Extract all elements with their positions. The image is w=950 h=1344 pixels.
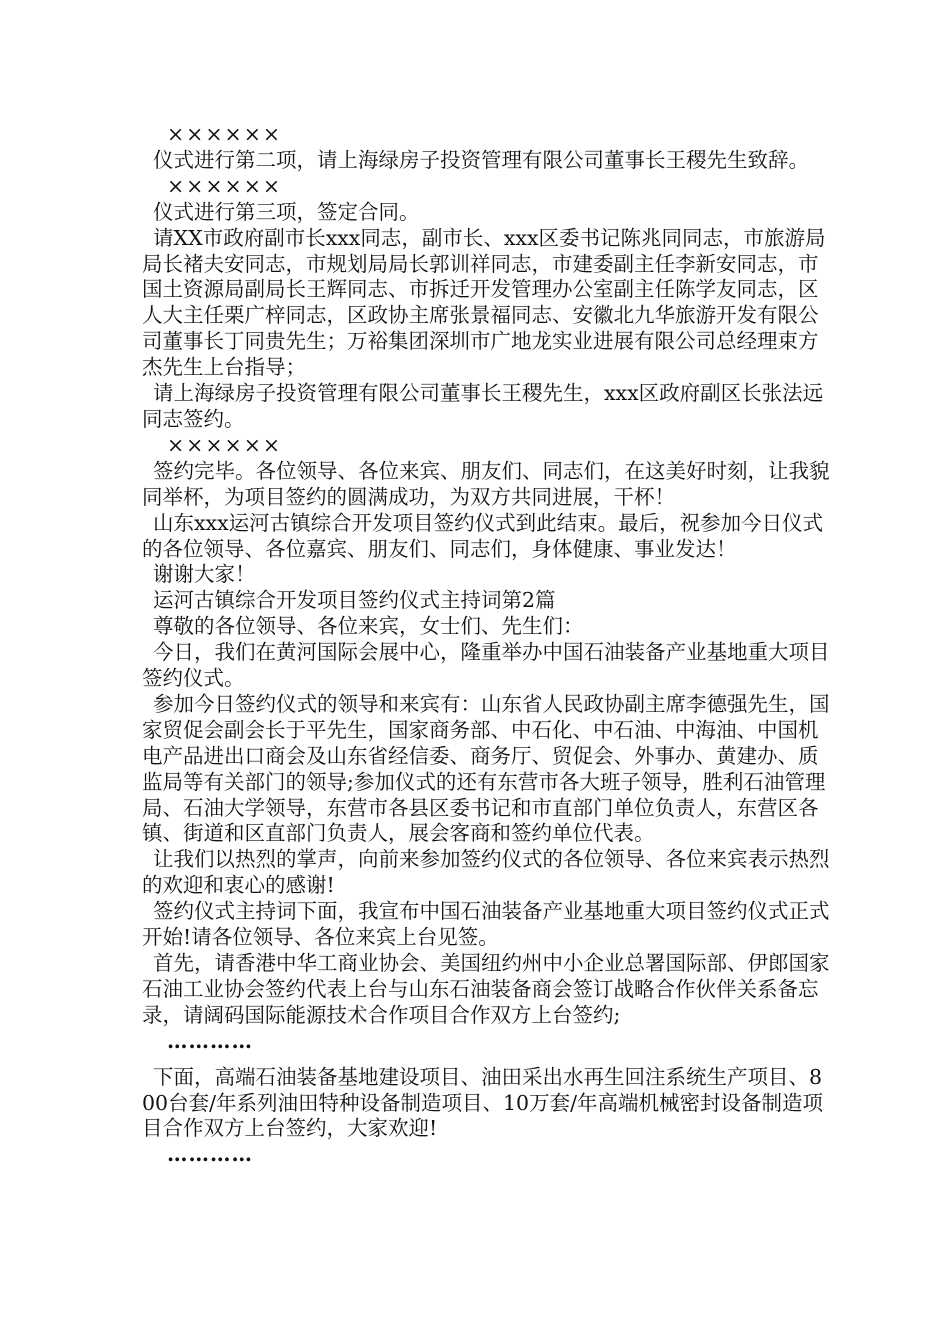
paragraph: 让我们以热烈的掌声，向前来参加签约仪式的各位领导、各位来宾表示热烈的欢迎和衷心的感谢! xyxy=(142,847,830,898)
paragraph: 签约完毕。各位领导、各位来宾、朋友们、同志们，在这美好时刻，让我貌同举杯，为项目签约的圆满成功，为双方共同进展，干杯！ xyxy=(142,458,830,509)
salutation: 尊敬的各位领导、各位来宾，女士们、先生们： xyxy=(153,614,584,639)
paragraph: 谢谢大家！ xyxy=(153,562,256,587)
document-body xyxy=(142,122,832,1168)
paragraph: 请XX市政府副市长xxx同志，副市长、xxx区委书记陈兆同同志，市旅游局局长褚夫安同志，市规划局局长郭训祥同志，市建委副主任李新安同志，市国土资源局副局长王辉同志、市拆迁开发管理办公室副主任陈学友同志，区人大主任栗广梓同志，区政协主席张景福同志、安徽北九华旅游开发有限公司董事长丁同贵先生；万裕集团深圳市广地龙实业进展有限公司总经理束方杰先生上台指导； xyxy=(142,225,826,380)
separator-mark: ×××××× xyxy=(167,173,283,198)
paragraph: 仪式进行第二项，请上海绿房子投资管理有限公司董事长王稷先生致辞。 xyxy=(153,147,809,172)
paragraph: 今日，我们在黄河国际会展中心，隆重举办中国石油装备产业基地重大项目签约仪式。 xyxy=(142,640,830,691)
ellipsis-line: ………… xyxy=(167,1028,253,1053)
ellipsis-line: ………… xyxy=(167,1142,253,1167)
paragraph: 请上海绿房子投资管理有限公司董事长王稷先生，xxx区政府副区长张法远同志签约。 xyxy=(142,381,824,431)
section-heading: 运河古镇综合开发项目签约仪式主持词第2篇 xyxy=(153,588,556,613)
paragraph: 山东xxx运河古镇综合开发项目签约仪式到此结束。最后，祝参加今日仪式的各位领导、各位嘉宾、朋友们、同志们，身体健康、事业发达！ xyxy=(142,510,824,561)
paragraph: 签约仪式主持词下面，我宣布中国石油装备产业基地重大项目签约仪式正式开始!请各位领导、各位来宾上台见签。 xyxy=(142,899,830,950)
paragraph: 首先，请香港中华工商业协会、美国纽约州中小企业总署国际部、伊郎国家石油工业协会签约代表上台与山东石油装备商会签订战略合作伙伴关系备忘录，请阔码国际能源技术合作项目合作双方上台签约; xyxy=(142,951,830,1027)
paragraph: 参加今日签约仪式的领导和来宾有：山东省人民政协副主席李德强先生，国家贸促会副会长于平先生，国家商务部、中石化、中石油、中海油、中国机电产品进出口商会及山东省经信委、商务厅、贸促会、外事办、黄建办、质监局等有关部门的领导;参加仪式的还有东营市各大班子领导，胜利石油管理局、石油大学领导，东营市各县区委书记和市直部门单位负责人，东营区各镇、街道和区直部门负责人，展会客商和签约单位代表。 xyxy=(142,691,830,846)
paragraph: 下面，高端石油装备基地建设项目、油田采出水再生回注系统生产项目、800台套/年系列油田特种设备制造项目、10万套/年高端机械密封设备制造项目合作双方上台签约，大家欢迎! xyxy=(142,1064,823,1141)
paragraph: 仪式进行第三项，签定合同。 xyxy=(153,199,420,224)
spacer xyxy=(142,1055,832,1065)
separator-mark: ×××××× xyxy=(167,122,283,146)
separator-mark: ×××××× xyxy=(167,432,283,457)
